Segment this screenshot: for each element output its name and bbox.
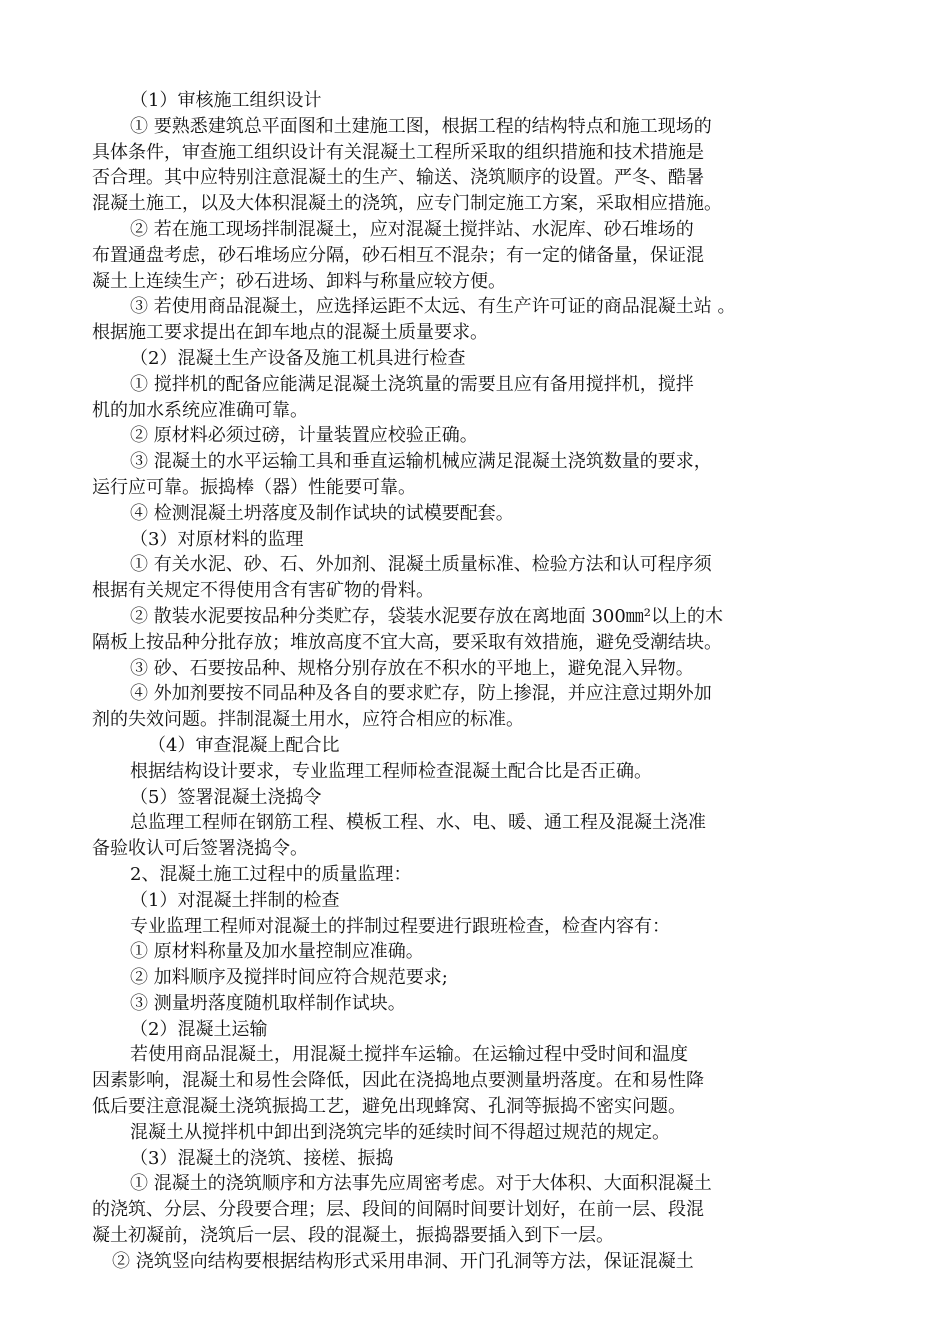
text-line: ① 搅拌机的配备应能满足混凝土浇筑量的需要且应有备用搅拌机，搅拌 — [130, 373, 694, 395]
text-line: ① 原材料称量及加水量控制应准确。 — [130, 941, 424, 963]
text-line: 混凝土施工，以及大体积混凝土的浇筑，应专门制定施工方案，采取相应措施。 — [92, 193, 722, 215]
text-line: 总监理工程师在钢筋工程、模板工程、水、电、暖、通工程及混凝土浇准 — [130, 812, 706, 834]
text-line: ① 混凝土的浇筑顺序和方法事先应周密考虑。对于大体积、大面积混凝土 — [130, 1173, 712, 1195]
text-line: 机的加水系统应准确可靠。 — [92, 399, 308, 421]
text-line: （1）对混凝土拌制的检查 — [130, 889, 340, 911]
text-line: 根据结构设计要求，专业监理工程师检查混凝土配合比是否正确。 — [130, 760, 652, 782]
text-line: ① 要熟悉建筑总平面图和土建施工图，根据工程的结构特点和施工现场的 — [130, 115, 712, 137]
text-line: （5）签署混凝土浇捣令 — [130, 786, 322, 808]
text-line: ③ 测量坍落度随机取样制作试块。 — [130, 992, 406, 1014]
text-line: （2）混凝土生产设备及施工机具进行检查 — [130, 347, 466, 369]
text-line: （3）对原材料的监理 — [130, 528, 304, 550]
text-line: ④ 检测混凝土坍落度及制作试块的试模要配套。 — [130, 502, 514, 524]
text-line: 凝土初凝前，浇筑后一层、段的混凝土，振捣器要插入到下一层。 — [92, 1225, 614, 1247]
document-body — [92, 88, 872, 1275]
text-line: ② 若在施工现场拌制混凝土，应对混凝土搅拌站、水泥库、砂石堆场的 — [130, 218, 694, 240]
text-line: 运行应可靠。振捣棒（器）性能要可靠。 — [92, 476, 416, 498]
text-line: ③ 若使用商品混凝土，应选择运距不太远、有生产许可证的商品混凝土站 。 — [130, 296, 736, 318]
text-line: ② 原材料必须过磅，计量装置应校验正确。 — [130, 425, 478, 447]
text-line: （1）审核施工组织设计 — [130, 90, 322, 111]
text-line: 剂的失效问题。拌制混凝土用水，应符合相应的标准。 — [92, 709, 524, 731]
text-line: 根据施工要求提出在卸车地点的混凝土质量要求。 — [92, 322, 488, 344]
text-line: （4）审查混凝上配合比 — [148, 734, 340, 756]
text-line: 低后要注意混凝土浇筑振捣工艺，避免出现蜂窝、孔洞等振捣不密实问题。 — [92, 1096, 686, 1118]
text-line: 专业监理工程师对混凝土的拌制过程要进行跟班检查，检查内容有： — [130, 915, 670, 937]
text-line: ② 散装水泥要按品种分类贮存，袋装水泥要存放在离地面 300㎜²以上的木 — [130, 605, 724, 627]
text-line: 2、混凝土施工过程中的质量监理： — [130, 863, 412, 885]
text-line: ② 加料顺序及搅拌时间应符合规范要求; — [130, 967, 448, 989]
text-line: 布置通盘考虑，砂石堆场应分隔，砂石相互不混杂；有一定的储备量，保证混 — [92, 244, 704, 266]
text-line: ② 浇筑竖向结构要根据结构形式采用串洞、开门孔洞等方法，保证混凝土 — [112, 1250, 694, 1272]
text-line: 否合理。其中应特别注意混凝土的生产、输送、浇筑顺序的设置。严冬、酷暑 — [92, 167, 704, 189]
text-line: ① 有关水泥、砂、石、外加剂、混凝土质量标准、检验方法和认可程序须 — [130, 554, 712, 576]
text-line: 隔板上按品种分批存放；堆放高度不宜大高，要采取有效措施，避免受潮结块。 — [92, 631, 722, 653]
text-line: 的浇筑、分层、分段要合理；层、段间的间隔时间要计划好，在前一层、段混 — [92, 1199, 704, 1221]
text-line: ③ 砂、石要按品种、规格分别存放在不积水的平地上，避免混入异物。 — [130, 657, 694, 679]
text-line: ④ 外加剂要按不同品种及各自的要求贮存，防上掺混，并应注意过期外加 — [130, 683, 712, 705]
text-line: 根据有关规定不得使用含有害矿物的骨料。 — [92, 580, 434, 602]
text-line: 因素影响，混凝土和易性会降低，因此在浇捣地点要测量坍落度。在和易性降 — [92, 1070, 704, 1092]
text-line: 若使用商品混凝土，用混凝土搅拌车运输。在运输过程中受时间和温度 — [130, 1044, 688, 1066]
text-line: （3）混凝土的浇筑、接槎、振捣 — [130, 1147, 394, 1169]
text-line: 凝土上连续生产；砂石进场、卸料与称量应较方便。 — [92, 270, 506, 292]
text-line: 混凝土从搅拌机中卸出到浇筑完毕的延续时间不得超过规范的规定。 — [130, 1121, 670, 1143]
text-line: 备验收认可后签署浇捣令。 — [92, 838, 308, 860]
text-line: ③ 混凝土的水平运输工具和垂直运输机械应满足混凝土浇筑数量的要求， — [130, 451, 712, 473]
text-line: 具体条件，审查施工组织设计有关混凝土工程所采取的组织措施和技术措施是 — [92, 141, 704, 163]
text-line: （2）混凝土运输 — [130, 1018, 268, 1040]
